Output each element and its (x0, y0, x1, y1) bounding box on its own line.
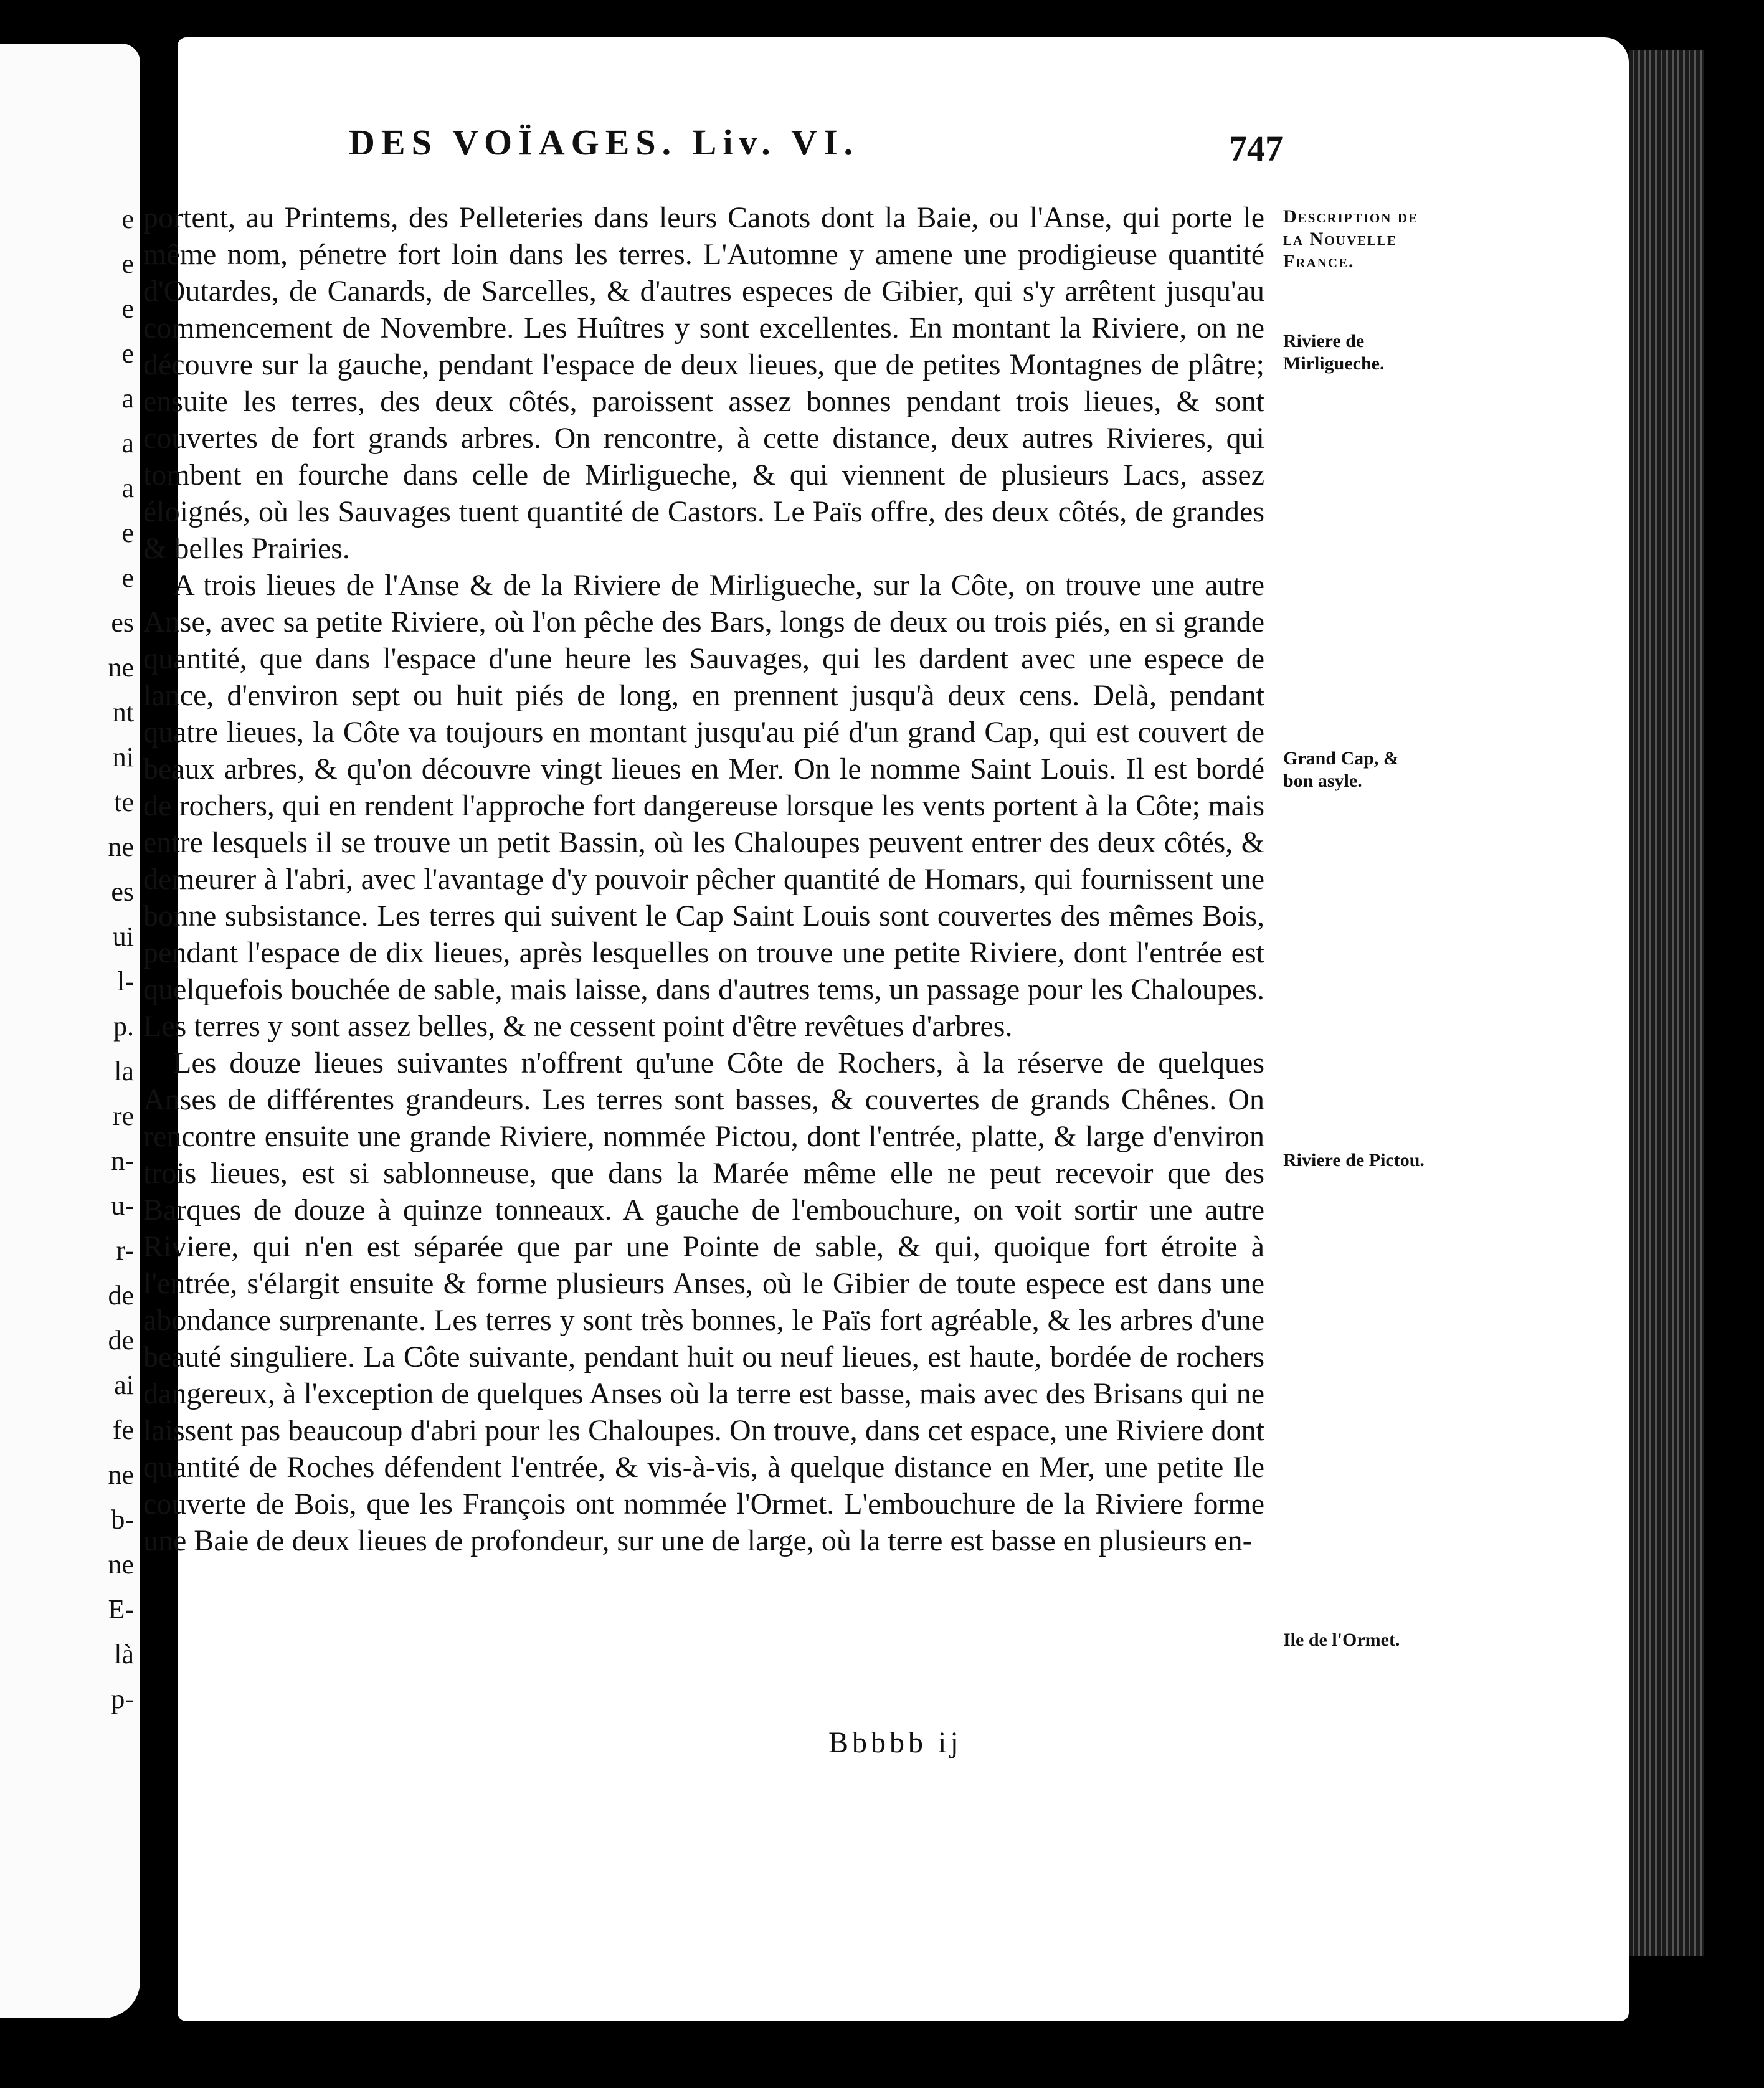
running-head: DES VOÏAGES. Liv. VI. (349, 122, 860, 163)
catchword: Bbbbb ij (828, 1726, 962, 1759)
left-page-fragment-text: e (121, 518, 134, 548)
left-page-fragment-text: te (114, 787, 134, 817)
margin-note-pictou: Riviere de Pictou. (1283, 1150, 1425, 1170)
left-page-fragment-text: a (121, 383, 134, 414)
left-page-fragment-text: de (108, 1325, 134, 1355)
page-number: 747 (1229, 128, 1283, 169)
left-page-fragment-text: l- (117, 966, 134, 997)
paragraph: Les douze lieues suivantes n'offrent qu'une Côte de Rochers, à la réserve de quelques Anses de différentes grandeurs. Les terres sont basses, & couvertes de grands Chênes. On rencontre ensuite une grande Riviere, nommée Pictou, dont l'entrée, platte, & large d'environ trois lieues, est si sablonneuse, que dans la Marée même elle ne peut recevoir que des Barques de douze à quinze tonneaux. A gauche de l'embouchure, on voit sortir une autre Riviere, qui n'en est séparée que par une Pointe de sable, & qui, quoique fort étroite à l'entrée, s'élargit ensuite & forme plusieurs Anses, où le Gibier de toute espece est dans une abondance surprenante. Les terres y sont très bonnes, le Païs fort agréable, & les arbres d'une beauté singuliere. La Côte suivante, pendant huit ou neuf lieues, est haute, bordée de rochers dangereux, à l'exception de quelques Anses où la terre est basse, mais avec des Brisans qui ne laissent pas beaucoup d'abri pour les Chaloupes. On trouve, dans cet espace, une Riviere dont quantité de Roches défendent l'entrée, & vis-à-vis, à quelque distance en Mer, une petite Ile couverte de Bois, que les François ont nommée l'Ormet. L'embouchure de la Riviere forme une Baie de deux lieues de profondeur, sur une de large, où la terre est basse en plusieurs en- (143, 1046, 1264, 1557)
left-page-fragment-text: E- (108, 1594, 134, 1625)
left-page-fragment-text: ne (108, 652, 134, 683)
main-text (143, 199, 1264, 1559)
left-page-fragment-text: re (112, 1101, 134, 1131)
left-page-fragment-text: nt (112, 697, 134, 728)
margin-note-mirligueche: Riviere de Mirligueche. (1283, 331, 1385, 374)
left-page-fragment-text: r- (116, 1235, 134, 1266)
page-edge (1629, 50, 1704, 1956)
left-page-fragment-text: u- (111, 1190, 134, 1221)
left-page-fragment-text: ne (108, 1549, 134, 1580)
paragraph: A trois lieues de l'Anse & de la Riviere de Mirligueche, sur la Côte, on trouve une autre Anse, avec sa petite Riviere, où l'on pêche des Bars, longs de deux ou trois piés, en si grande quantité, que dans l'espace d'une heure les Sauvages, qui les dardent avec une espece de lance, d'environ sept ou huit piés de long, en prennent jusqu'à deux cens. Delà, pendant quatre lieues, la Côte va toujours en montant jusqu'au pié d'un grand Cap, qui est couvert de beaux arbres, & qu'on découvre vingt lieues en Mer. On le nomme Saint Louis. Il est bordé de rochers, qui en rendent l'approche fort dangereuse lorsque les vents portent à la Côte; mais entre lesquels il se trouve un petit Bassin, où les Chaloupes peuvent entrer des deux côtés, & demeurer à l'abri, avec l'avantage d'y pouvoir pêcher quantité de Homars, qui fournissent une bonne subsistance. Les terres qui suivent le Cap Saint Louis sont couvertes des mêmes Bois, pendant l'espace de dix lieues, après lesquelles on trouve une petite Riviere, dont l'entrée est quelquefois bouchée de sable, mais laisse, dans d'autres tems, un passage pour les Chaloupes. Les terres y sont assez belles, & ne cessent point d'être revêtues d'arbres. (143, 569, 1264, 1043)
left-page-fragment-text: ne (108, 832, 134, 862)
margin-note-ormet: Ile de l'Ormet. (1283, 1630, 1400, 1650)
margin-note-grand-cap: Grand Cap, & bon asyle. (1283, 748, 1399, 791)
left-page-fragment-text: e (121, 293, 134, 324)
left-page-fragment-text: ni (112, 742, 134, 772)
left-page-fragment (0, 44, 140, 2018)
left-page-fragment-text: e (121, 562, 134, 593)
left-page-fragment-text: de (108, 1280, 134, 1311)
left-page-fragment-text: e (121, 204, 134, 234)
left-page-fragment-text: ai (114, 1370, 134, 1400)
margin-note-description: Description de la Nouvelle France. (1283, 206, 1419, 272)
left-page-fragment-text: b- (111, 1504, 134, 1535)
left-page-fragment-text: p. (113, 1011, 134, 1042)
left-page-fragment-text: ui (112, 921, 134, 952)
left-page-fragment-text: a (121, 428, 134, 458)
left-page-fragment-text: la (114, 1056, 134, 1086)
paragraph: portent, au Printems, des Pelleteries dans leurs Canots dont la Baie, ou l'Anse, qui porte le même nom, pénetre fort loin dans les terres. L'Automne y amene une prodigieuse quantité d'Outardes, de Canards, de Sarcelles, & d'autres especes de Gibier, qui s'y arrêtent jusqu'au commencement de Novembre. Les Huîtres y sont excellentes. En montant la Riviere, on ne découvre sur la gauche, pendant l'espace de deux lieues, que de petites Montagnes de plâtre; ensuite les terres, des deux côtés, paroissent assez bonnes pendant trois lieues, & sont couvertes de fort grands arbres. On rencontre, à cette distance, deux autres Rivieres, qui tombent en fourche dans celle de Mirligueche, & qui viennent de plusieurs Lacs, assez éloignés, où les Sauvages tuent quantité de Castors. Le Païs offre, des deux côtés, de grandes & belles Prairies. (143, 201, 1264, 565)
left-page-fragment-text: es (111, 876, 134, 907)
page-header (349, 121, 1283, 178)
left-page-fragment-text: e (121, 338, 134, 369)
left-page-fragment-text: ne (108, 1459, 134, 1490)
left-page-fragment-text: p- (111, 1684, 134, 1714)
left-page-fragment-text: là (114, 1639, 134, 1669)
left-page-fragment-text: e (121, 249, 134, 279)
left-page-fragment-text: fe (112, 1415, 134, 1445)
left-page-fragment-text: es (111, 607, 134, 638)
left-page-fragment-text: n- (111, 1146, 134, 1176)
left-page-fragment-text: a (121, 473, 134, 503)
